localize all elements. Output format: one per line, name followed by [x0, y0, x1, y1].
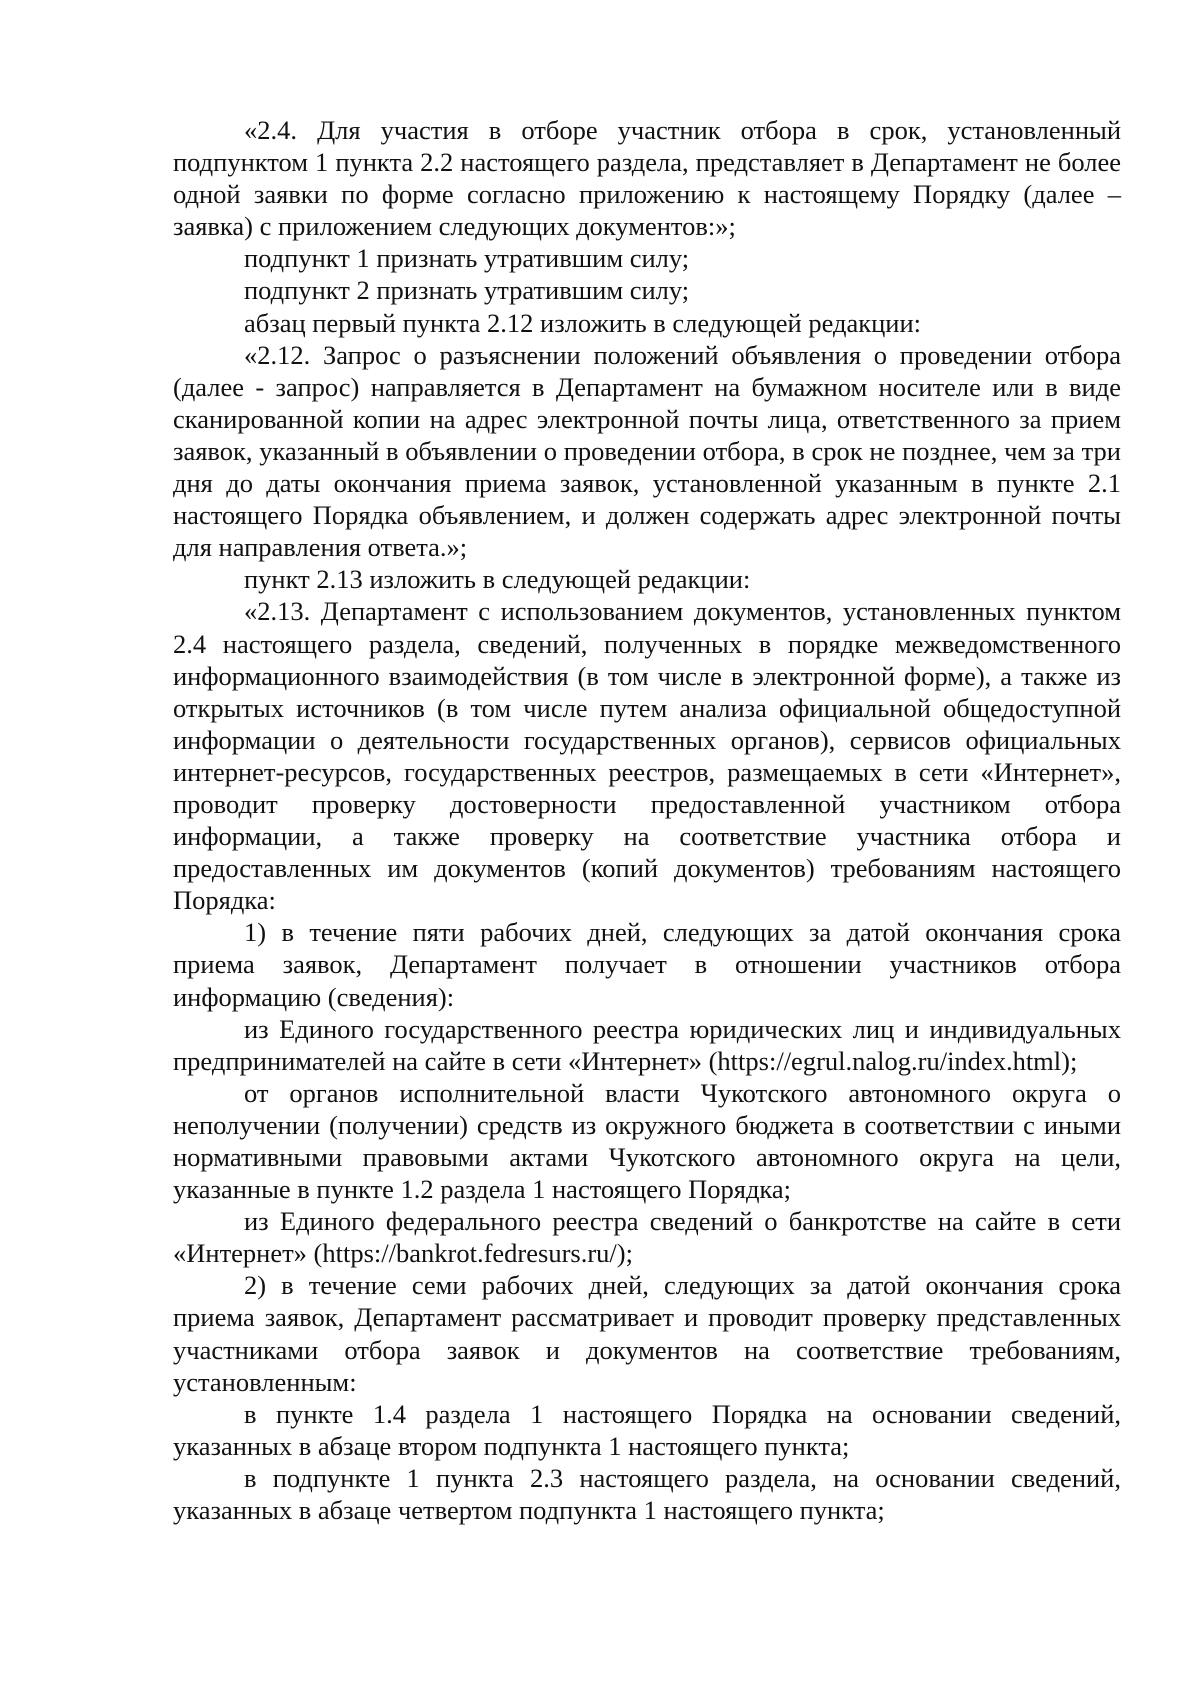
paragraph-item-1: 1) в течение пяти рабочих дней, следующих за датой окончания срока приема заявок, Департамент получает в отношении участников отбора информацию (сведения): — [173, 917, 1121, 1012]
paragraph-2-12: «2.12. Запрос о разъяснении положений объявления о проведении отбора (далее - запрос) направляется в Департамент на бумажном носителе или в виде сканированной копии на адрес электронной почты лица, ответственного за прием заявок, указанный в объявлении о проведении отбора, в срок не позднее, чем за три дня до даты окончания приема заявок, установленной указанным в пункте 2.1 настоящего Порядка объявлением, и должен содержать адрес электронной почты для направления ответа.»; — [173, 339, 1121, 563]
paragraph-2-13: «2.13. Департамент с использованием документов, установленных пунктом 2.4 настоящего раздела, сведений, полученных в порядке межведомственного информационного взаимодействия (в том числе в электронной форме), а также из открытых источников (в том числе путем анализа официальной общедоступной информации о деятельности государственных органов), сервисов официальных интернет-ресурсов, государственных реестров, размещаемых в сети «Интернет», проводит проверку достоверности предоставленной участником отбора информации, а также проверку на соответствие участника отбора и предоставленных им документов (копий документов) требованиям настоящего Порядка: — [173, 596, 1121, 916]
paragraph-2-13-intro: пункт 2.13 изложить в следующей редакции: — [244, 564, 751, 595]
paragraph-2-4: «2.4. Для участия в отборе участник отбора в срок, установленный подпунктом 1 пункта 2.2 настоящего раздела, представляет в Департамент не более одной заявки по форме согласно приложению к настоящему Порядку (далее – заявка) с приложением следующих документов:»; — [173, 115, 1121, 242]
paragraph-2-12-intro: абзац первый пункта 2.12 изложить в следующей редакции: — [244, 307, 922, 338]
paragraph-bankruptcy-registry: из Единого федерального реестра сведений о банкротстве на сайте в сети «Интернет» (https://bankrot.fedresurs.ru/); — [173, 1206, 1121, 1269]
paragraph-subpoint-1-void: подпункт 1 признать утратившим силу; — [244, 243, 690, 274]
paragraph-point-1-4: в пункте 1.4 раздела 1 настоящего Порядка на основании сведений, указанных в абзаце втором подпункта 1 настоящего пункта; — [173, 1398, 1121, 1461]
document-body — [173, 114, 1121, 1526]
paragraph-executive-bodies: от органов исполнительной власти Чукотского автономного округа о неполучении (получении) средств из окружного бюджета в соответствии с иными нормативными правовыми актами Чукотского автономного округа на цели, указанные в пункте 1.2 раздела 1 настоящего Порядка; — [173, 1077, 1121, 1205]
paragraph-item-2: 2) в течение семи рабочих дней, следующих за датой окончания срока приема заявок, Департамент рассматривает и проводит проверку представленных участниками отбора заявок и документов на соответствие требованиям, установленным: — [173, 1270, 1121, 1397]
paragraph-subpoint-2-3: в подпункте 1 пункта 2.3 настоящего раздела, на основании сведений, указанных в абзаце четвертом подпункта 1 настоящего пункта; — [173, 1462, 1121, 1526]
paragraph-egrul: из Единого государственного реестра юридических лиц и индивидуальных предпринимателей на сайте в сети «Интернет» (https://egrul.nalog.ru/index.html); — [173, 1013, 1121, 1076]
paragraph-subpoint-2-void: подпункт 2 признать утратившим силу; — [244, 275, 690, 306]
